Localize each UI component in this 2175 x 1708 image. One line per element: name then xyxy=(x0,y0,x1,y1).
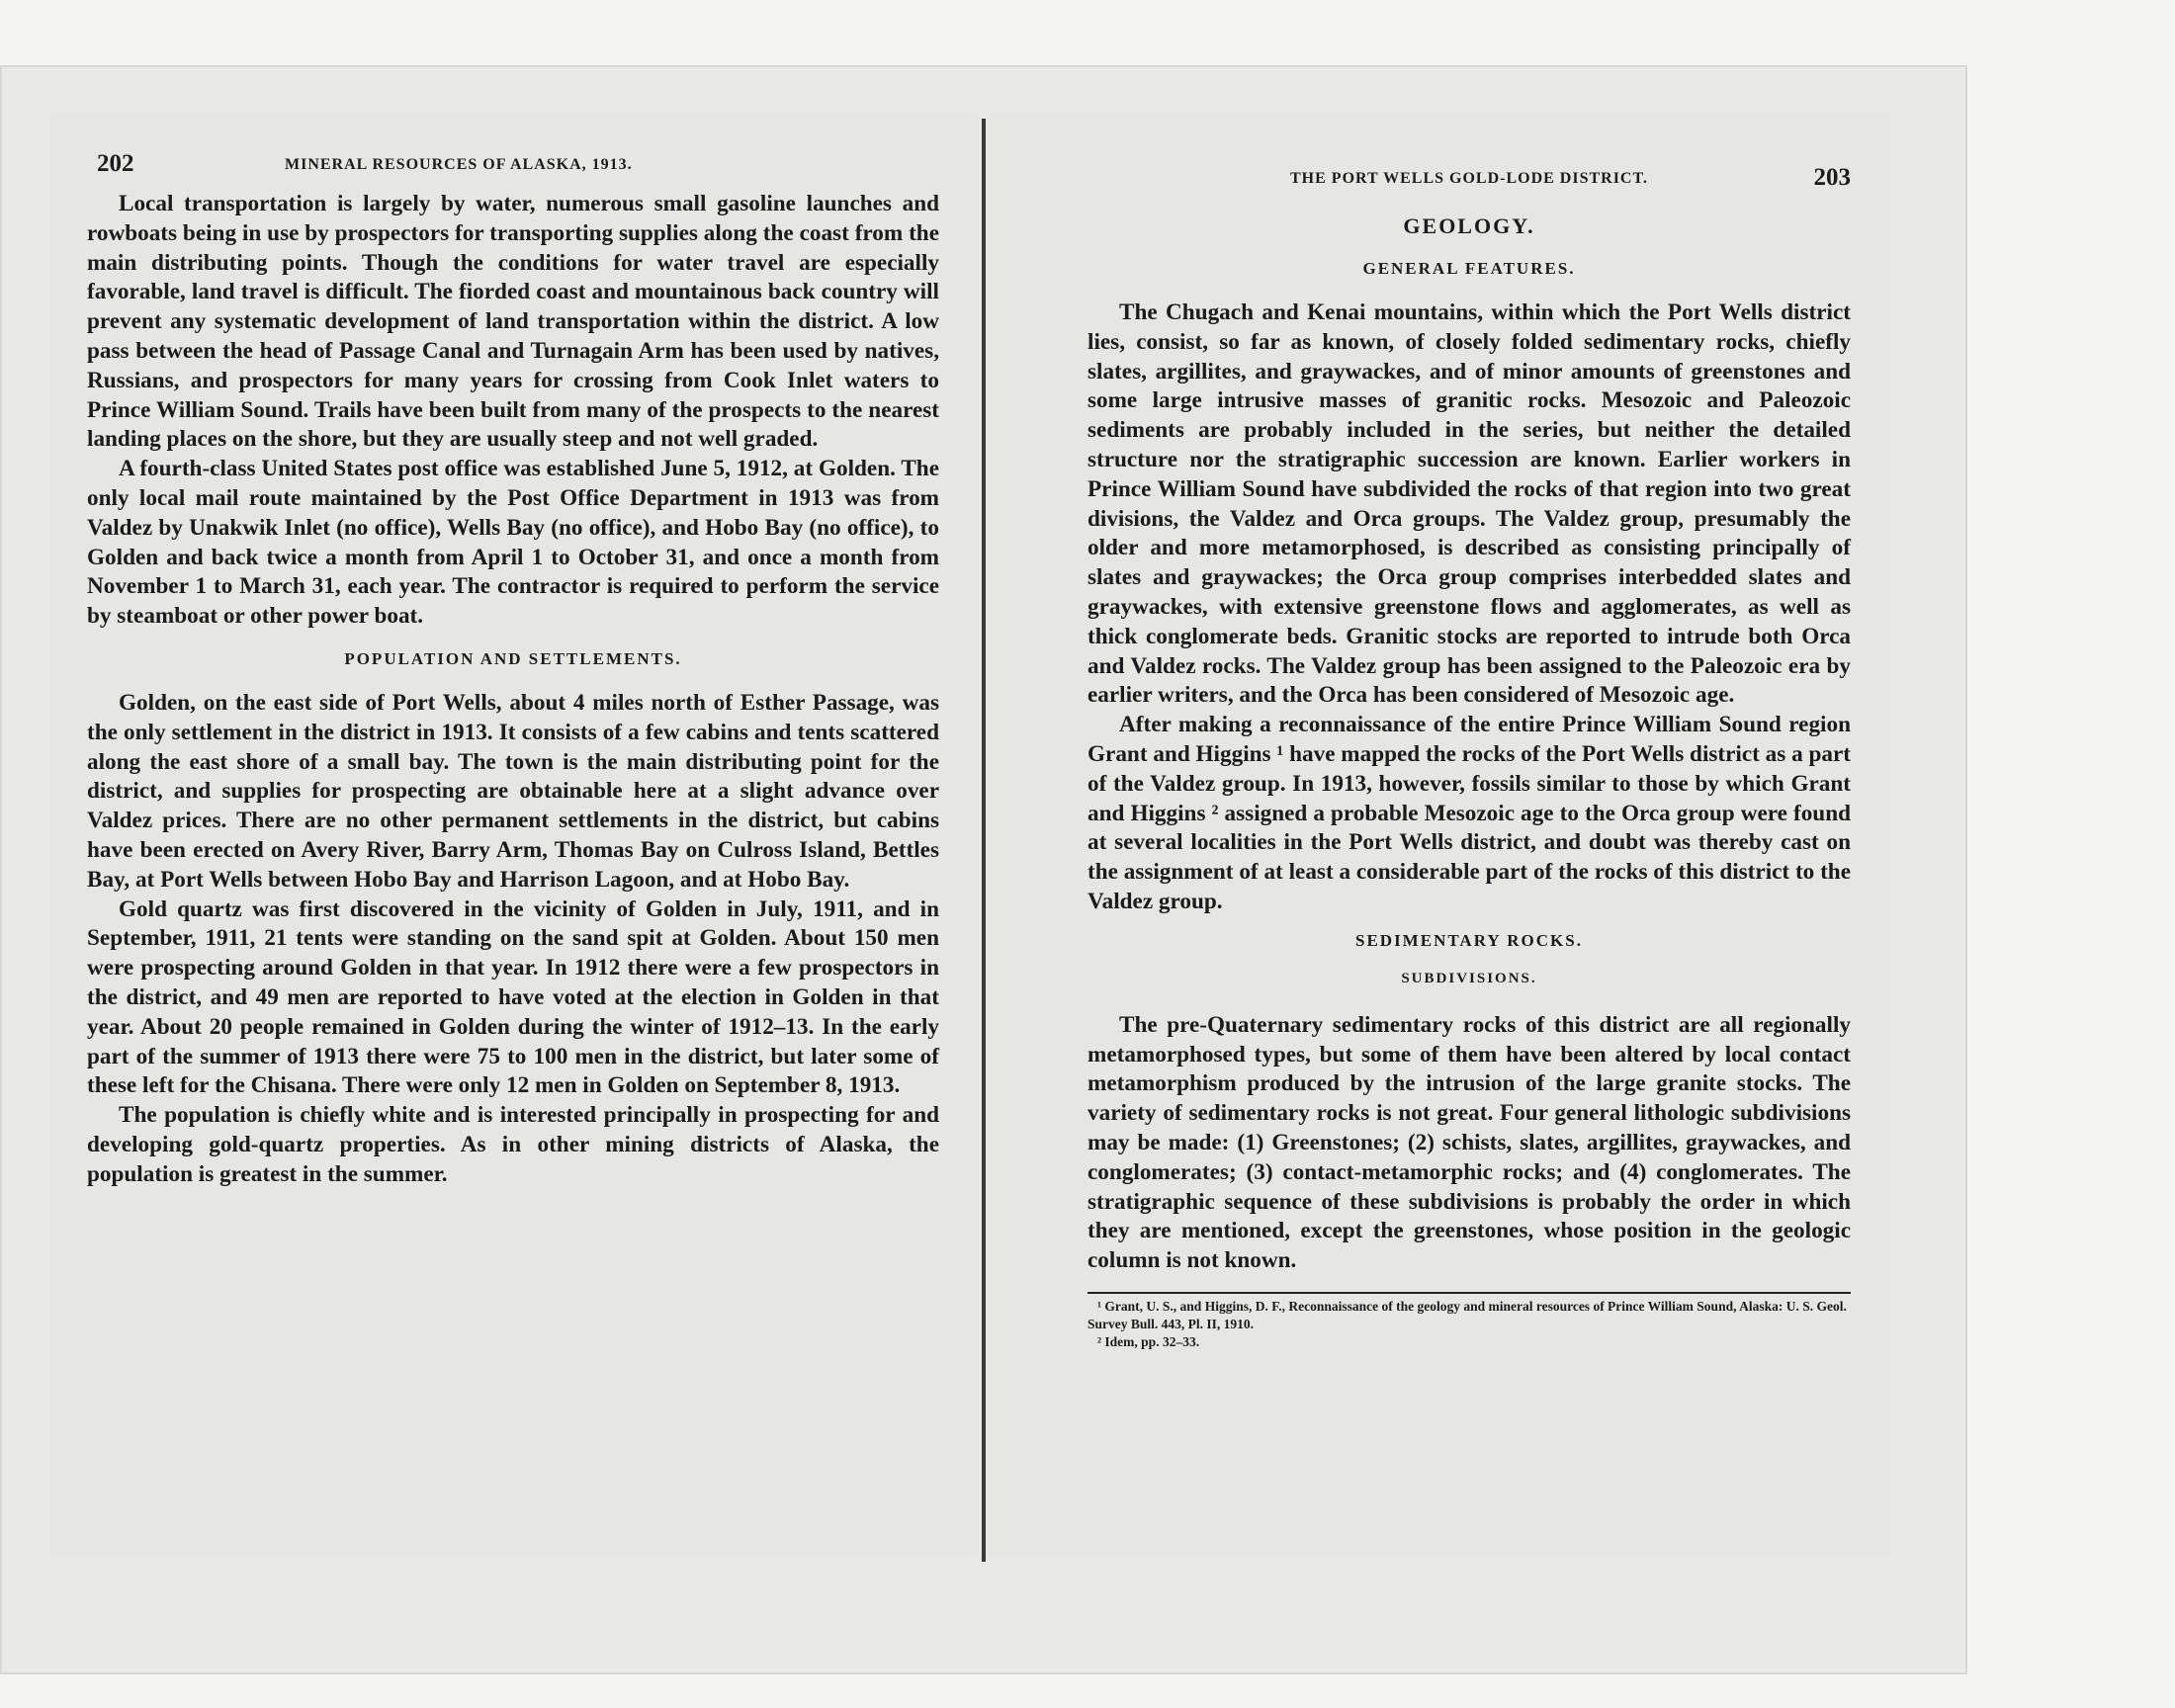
paragraph-reconnaissance: After making a reconnaissance of the entire Prince William Sound region Grant and Higgins ¹ have mapped the rocks of the Port Wells district as a part of the Valdez group. In 1913, however, fossils similar to those by which Grant and Higgins ² assigned a probable Mesozoic age to the Orca group were found at several localities in the Port Wells district, and doubt was thereby cast on the assignment of at least a considerable part of the rocks of this district to the Valdez group. xyxy=(1088,712,1851,914)
footnote-1: ¹ Grant, U. S., and Higgins, D. F., Reconnaissance of the geology and mineral resources of Prince William Sound, Alaska: U. S. Geol. Survey Bull. 443, Pl. II, 1910. xyxy=(1088,1298,1847,1331)
running-title-right: THE PORT WELLS GOLD-LODE DISTRICT. xyxy=(1290,170,1648,187)
heading-sedimentary-rocks: SEDIMENTARY ROCKS. xyxy=(1355,930,1583,950)
paragraph-golden-settlement: Golden, on the east side of Port Wells, about 4 miles north of Esther Passage, was the only settlement in the district in 1913. It consists of a few cabins and tents scattered along the east shore of a small bay. The town is the main distributing point for the district, and supplies for prospecting are obtainable here at a slight advance over Valdez prices. There are no other permanent settlements in the district, but cabins have been erected on Avery River, Barry Arm, Thomas Bay on Culross Island, Bettles Bay, at Port Wells between Hobo Bay and Harrison Lagoon, and at Hobo Bay. xyxy=(87,689,939,893)
paragraph-gold-quartz-history: Gold quartz was first discovered in the vicinity of Golden in July, 1911, and in September, 1911, 21 tents were standing on the sand spit at Golden. About 150 men were prospecting around Golden in that year. In 1912 there were a few prospectors in the district, and 49 men are reported to have voted at the election in Golden in that year. About 20 people remained in Golden during the winter of 1912–13. In the early part of the summer of 1913 there were 75 to 100 men in the district, but later some of these left for the Chisana. There were only 12 men in Golden on September 8, 1913. xyxy=(87,896,939,1099)
paragraph-local-transportation: Local transportation is largely by water, numerous small gasoline launches and rowboats being in use by prospectors for transporting supplies along the coast from the main distributing points. Though the conditions for water travel are especially favorable, land travel is difficult. The fiorded coast and mountainous back country will prevent any systematic development of land transportation within the district. A low pass between the head of Passage Canal and Turnagain Arm has been used by natives, Russians, and prospectors for many years for crossing from Cook Inlet waters to Prince William Sound. Trails have been built from many of the prospects to the nearest landing places on the shore, but they are usually steep and not well graded. xyxy=(87,191,939,453)
heading-general-features: GENERAL FEATURES. xyxy=(1362,259,1576,278)
page-gutter xyxy=(982,119,986,1562)
running-title-left: MINERAL RESOURCES OF ALASKA, 1913. xyxy=(285,156,633,173)
page-number-left: 202 xyxy=(97,150,134,177)
paragraph-population: The population is chiefly white and is interested principally in prospecting for and developing gold-quartz properties. As in other mining districts of Alaska, the population is greatest in the summer. xyxy=(87,1102,939,1187)
left-page xyxy=(49,113,979,1556)
paragraph-subdivisions: The pre-Quaternary sedimentary rocks of this district are all regionally metamorphosed types, but some of them have been altered by local contact metamorphism produced by the intrusion of the large granite stocks. The variety of sedimentary rocks is not great. Four general lithologic subdivisions may be made: (1) Greenstones; (2) schists, slates, argillites, graywackes, and conglomerates; (3) contact-metamorphic rocks; and (4) conglomerates. The stratigraphic sequence of these subdivisions is probably the order in which they are mentioned, except the greenstones, whose position in the geologic column is not known. xyxy=(1088,1011,1851,1274)
heading-subdivisions: SUBDIVISIONS. xyxy=(1401,970,1537,986)
paragraph-post-office: A fourth-class United States post office was established June 5, 1912, at Golden. The only local mail route maintained by the Post Office Department in 1913 was from Valdez by Unakwik Inlet (no office), Wells Bay (no office), and Hobo Bay (no office), to Golden and back twice a month from April 1 to October 31, and once a month from November 1 to March 31, each year. The contractor is required to perform the service by steamboat or other power boat. xyxy=(87,456,939,630)
left-running-head xyxy=(87,150,939,190)
footnote-2: ² Idem, pp. 32–33. xyxy=(1097,1333,1200,1349)
page-number-right: 203 xyxy=(1813,164,1851,191)
heading-geology: GEOLOGY. xyxy=(1403,214,1535,238)
right-page xyxy=(989,113,1890,1556)
footnotes xyxy=(1088,1292,1851,1351)
paragraph-general-features: The Chugach and Kenai mountains, within which the Port Wells district lies, consist, so far as known, of closely folded sedimentary rocks, chiefly slates, argillites, and graywackes, and of minor amounts of greenstones and some large intrusive masses of granitic rocks. Mesozoic and Paleozoic sediments are probably included in the series, but neither the detailed structure nor the stratigraphic succession are known. Earlier workers in Prince William Sound have subdivided the rocks of that region into two great divisions, the Valdez and Orca groups. The Valdez group, presumably the older and more metamorphosed, is described as consisting principally of slates and graywackes; the Orca group comprises interbedded slates and graywackes, with extensive greenstone flows and agglomerates, as well as thick conglomerate beds. Granitic stocks are reported to intrude both Orca and Valdez rocks. The Valdez group has been assigned to the Paleozoic era by earlier writers, and the Orca has been considered of Mesozoic age. xyxy=(1088,299,1851,709)
section-heading-population: POPULATION AND SETTLEMENTS. xyxy=(344,648,682,668)
right-running-head xyxy=(1088,164,1851,204)
